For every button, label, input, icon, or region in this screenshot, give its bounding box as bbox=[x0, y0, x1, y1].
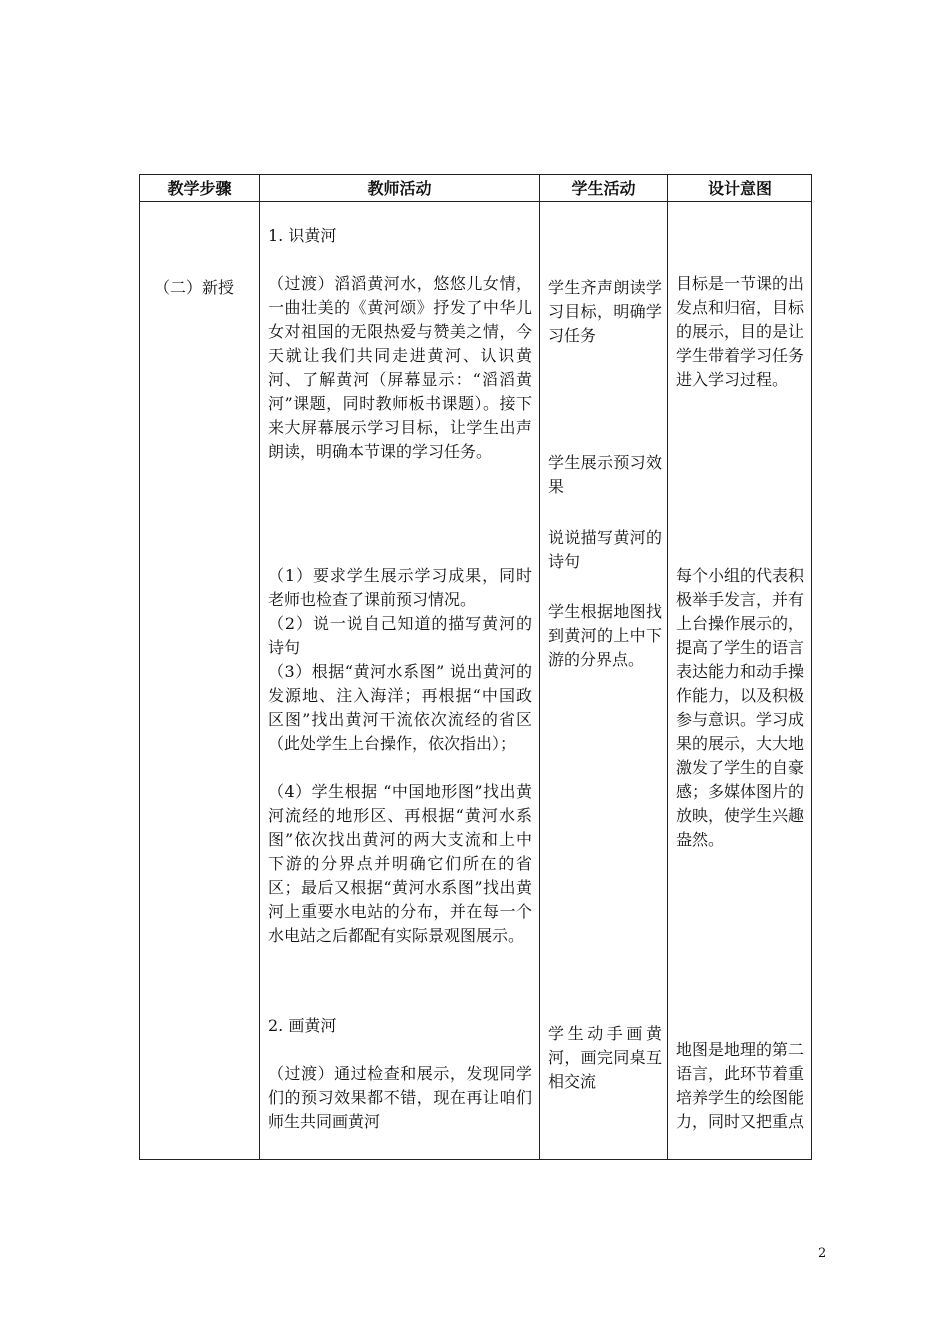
teacher-step-1: （1）要求学生展示学习成果，同时老师也检查了课前预习情况。 bbox=[268, 566, 532, 609]
column-divider bbox=[667, 175, 668, 1159]
header-student-activity: 学生活动 bbox=[571, 179, 636, 198]
page-number: 2 bbox=[818, 1246, 827, 1261]
student-activity-1: 学生齐声朗读学习目标，明确学习任务 bbox=[548, 278, 662, 345]
student-activity-5: 学生动手画黄河，画完同桌互相交流 bbox=[548, 1024, 662, 1091]
teacher-step-4: （4）学生根据 “中国地形图”找出黄河流经的地形区、再根据“黄河水系图”依次找出黄河的两大支流和上中下游的分界点并明确它们所在的省区；最后又根据“黄河水系图”找出黄河上重要水电站的分布，并在每一个水电站之后都配有实际景观图展示。 bbox=[268, 782, 532, 945]
lesson-plan-table bbox=[139, 174, 812, 1160]
header-teacher-activity: 教师活动 bbox=[367, 179, 432, 198]
student-activity-4: 学生根据地图找到黄河的上中下游的分界点。 bbox=[548, 602, 662, 669]
header-design-intent: 设计意图 bbox=[707, 179, 772, 198]
student-activity-3: 说说描写黄河的诗句 bbox=[548, 528, 662, 571]
teacher-step-2: （2）说一说自己知道的描写黄河的诗句 bbox=[268, 614, 532, 657]
design-intent-3: 地图是地理的第二语言，此环节着重培养学生的绘图能力，同时又把重点 bbox=[676, 1040, 805, 1131]
design-intent-1: 目标是一节课的出发点和归宿，目标的展示，目的是让学生带着学习任务进入学习过程。 bbox=[676, 274, 805, 389]
column-divider bbox=[259, 175, 260, 1159]
teacher-transition-paragraph: （过渡）滔滔黄河水，悠悠儿女情，一曲壮美的《黄河颂》抒发了中华儿女对祖国的无限热爱与赞美之情，今天就让我们共同走进黄河、认识黄河、了解黄河（屏幕显示：“滔滔黄河”课题，同时教师板书课题）。接下来大屏幕展示学习目标，让学生出声朗读，明确本节课的学习任务。 bbox=[268, 274, 532, 461]
teacher-section-heading-2: 2. 画黄河 bbox=[268, 1016, 337, 1035]
teacher-transition-paragraph-2: （过渡）通过检查和展示，发现同学们的预习效果都不错，现在再让咱们师生共同画黄河 bbox=[268, 1064, 532, 1131]
teacher-section-heading: 1. 识黄河 bbox=[268, 226, 337, 245]
step-label: （二）新授 bbox=[154, 278, 235, 297]
teacher-step-3: （3）根据“黄河水系图” 说出黄河的发源地、注入海洋；再根据“中国政区图”找出黄河干流依次流经的省区（此处学生上台操作，依次指出）； bbox=[268, 662, 532, 753]
header-teaching-steps: 教学步骤 bbox=[167, 179, 232, 198]
design-intent-2: 每个小组的代表积极举手发言，并有上台操作展示的，提高了学生的语言表达能力和动手操作能力，以及积极参与意识。学习成果的展示，大大地激发了学生的自豪感；多媒体图片的放映，使学生兴趣盎然。 bbox=[676, 566, 805, 849]
column-divider bbox=[539, 175, 540, 1159]
student-activity-2: 学生展示预习效果 bbox=[548, 453, 662, 496]
